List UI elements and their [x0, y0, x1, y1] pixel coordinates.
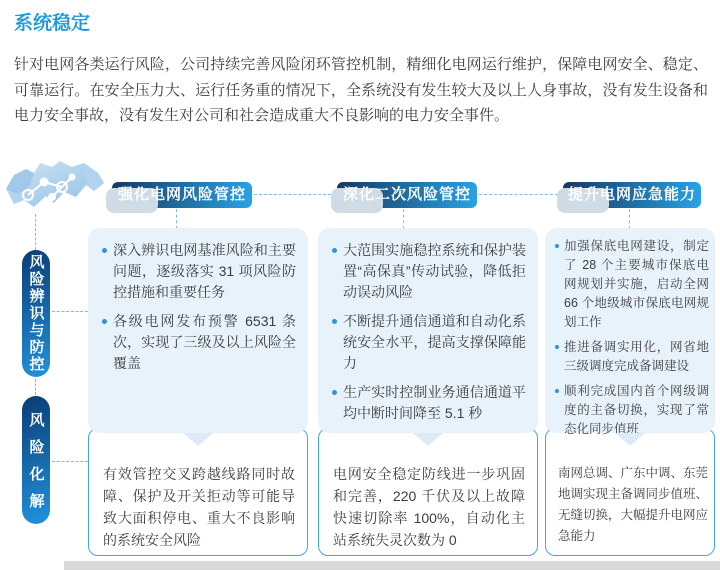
- stage-pill-risk-identification: 风险辨识与防控: [22, 250, 50, 377]
- page-edge-bar: [64, 561, 720, 570]
- column-secondary-risk: [318, 228, 538, 556]
- intro-paragraph: 针对电网各类运行风险，公司持续完善风险闭环管控机制，精细化电网运行维护，保障电网安全、稳定、可靠运行。在安全压力大、运行任务重的情况下，全系统没有发生较大及以上人身事故，没有发生设备和电力安全事故，没有发生对公司和社会造成重大不良影响的电力安全事件。: [14, 56, 708, 124]
- region-map-decoration: [0, 155, 106, 219]
- bullet-list: [555, 237, 709, 439]
- connector-dash: [35, 214, 36, 250]
- stage-pill-risk-resolution: 风险化解: [22, 396, 50, 524]
- measures-panel: [318, 228, 538, 433]
- connector-dash: [254, 194, 336, 195]
- bullet-item: 各级电网发布预警 6531 条次，实现了三级及以上风险全覆盖: [102, 311, 296, 374]
- measures-panel: [545, 228, 715, 436]
- bullet-item: 生产实时控制业务通信通道平均中断时间降至 5.1 秒: [332, 382, 526, 424]
- column-header-emergency-capability: 提升电网应急能力: [563, 182, 701, 208]
- result-box: [318, 428, 538, 556]
- connector-dash: [52, 311, 88, 312]
- bullet-item: 加强保底电网建设，制定了 28 个主要城市保底电网规划并实施，启动全网 66 个地级城市保底电网规划工作: [555, 237, 709, 332]
- bullet-list: [332, 240, 526, 424]
- column-header-risk-control: 强化电网风险管控: [112, 182, 252, 208]
- bullet-item: 不断提升通信通道和自动化系统安全水平，提高支撑保障能力: [332, 311, 526, 374]
- connector-dash: [403, 209, 404, 229]
- bullet-list: [102, 240, 296, 374]
- connector-dash: [52, 461, 88, 462]
- page-title: 系统稳定: [14, 13, 91, 34]
- result-box: [545, 428, 715, 556]
- column-emergency-capability: [545, 228, 715, 556]
- connector-dash: [35, 379, 36, 395]
- column-risk-control: [88, 228, 308, 556]
- bullet-item: 推进备调实用化，网省地三级调度完成备调建设: [555, 338, 709, 376]
- result-text: 电网安全稳定防线进一步巩固和完善，220 千伏及以上故障快速切除率 100%，自动化主站系统失灵次数为 0: [333, 466, 525, 548]
- bullet-item: 大范围实施稳控系统和保护装置“高保真”传动试验，降低拒动误动风险: [332, 240, 526, 303]
- result-text: 南网总调、广东中调、东莞地调实现主备调同步值班、无缝切换，大幅提升电网应急能力: [558, 466, 709, 543]
- measures-panel: [88, 228, 308, 433]
- result-text: 有效管控交叉跨越线路同时故障、保护及开关拒动等可能导致大面积停电、重大不良影响的系统安全风险: [103, 466, 295, 548]
- bullet-item: 深入辨识电网基准风险和主要问题，逐级落实 31 项风险防控措施和重要任务: [102, 240, 296, 303]
- result-box: [88, 428, 308, 556]
- connector-dash: [176, 209, 177, 229]
- column-header-secondary-risk: 深化二次风险管控: [337, 182, 477, 208]
- connector-dash: [479, 194, 563, 195]
- bullet-item: 顺利完成国内首个网级调度的主备切换，实现了常态化同步值班: [555, 382, 709, 439]
- connector-dash: [629, 209, 630, 229]
